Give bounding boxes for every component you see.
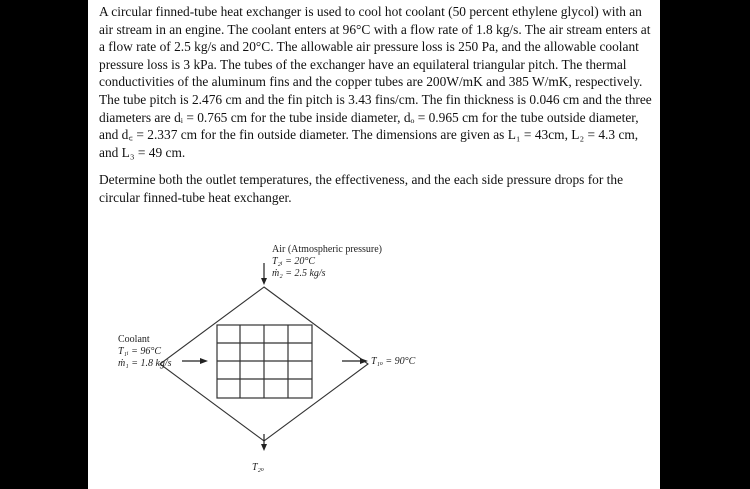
coolant-outlet-temp: T₁ₒ = 90°C xyxy=(371,356,416,367)
coolant-inlet-temp: T₁ᵢ = 96°C xyxy=(118,346,162,357)
air-label: Air (Atmospheric pressure) xyxy=(272,244,382,255)
coolant-inlet-arrow xyxy=(182,358,208,364)
coolant-flow-rate: ṁ₁ = 1.8 kg/s xyxy=(118,358,172,369)
air-flow-rate: ṁ₂ = 2.5 kg/s xyxy=(272,268,326,279)
heat-exchanger-diagram xyxy=(88,236,660,489)
problem-statement: A circular finned-tube heat exchanger is used to cool hot coolant (50 percent ethylene glycol) with an air stream in an engine. The coolant enters at 96°C with a flow rate of 1.8 kg/s. The air stream enters at a flow rate of 2.5 kg/s and 20°C. The allowable air pressure loss is 250 Pa, and the allowable coolant pressure loss is 3 kPa. The tubes of the exchanger have an equilateral triangular pitch. The thermal conductivities of the aluminum fins and the copper tubes are 200W/mK and 385 W/mK, respectively. The tube pitch is 2.476 cm and the fin pitch is 3.43 fins/cm. The fin thickness is 0.046 cm and the three diameters are dᵢ = 0.765 cm for the tube inside diameter, dₒ = 0.965 cm for the tube outside diameter, and d꜀ = 2.337 cm for the fin outside diameter. The dimensions are given as L₁ = 43cm, L₂ = 4.3 cm, and L₃ = 49 cm. xyxy=(99,4,652,160)
air-outlet-temp: T₂ₒ xyxy=(252,462,264,473)
exchanger-core-grid xyxy=(217,325,312,398)
problem-page xyxy=(88,0,660,489)
coolant-label: Coolant xyxy=(118,334,150,345)
air-outlet-arrow xyxy=(261,434,267,451)
air-inlet-arrow xyxy=(261,263,267,285)
air-inlet-temp: T₂ᵢ = 20°C xyxy=(272,256,316,267)
problem-question: Determine both the outlet temperatures, the effectiveness, and the each side pressure drops for the circular finned-tube heat exchanger. xyxy=(99,172,624,205)
coolant-outlet-arrow xyxy=(342,358,368,364)
